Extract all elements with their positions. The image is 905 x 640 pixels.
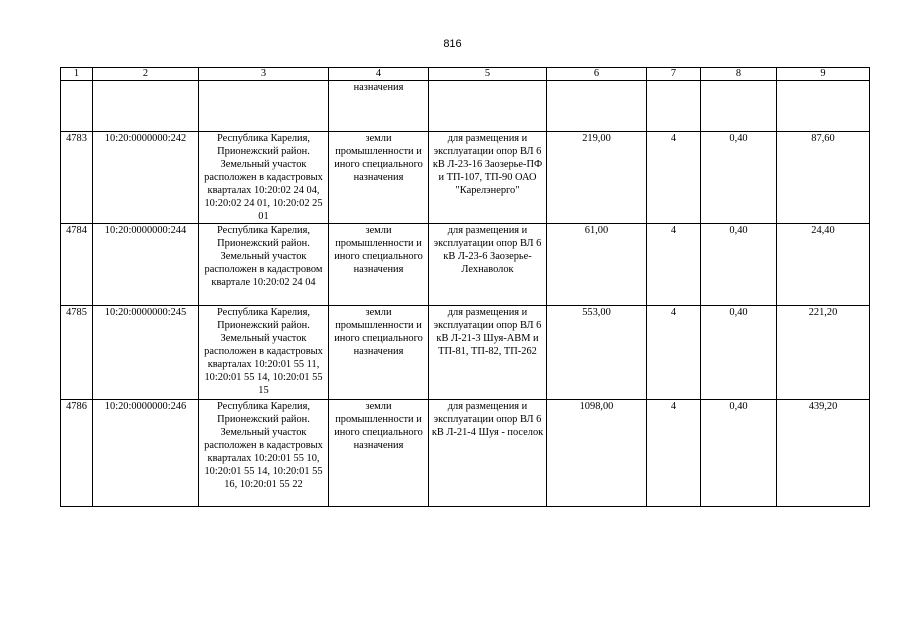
cell-location: Республика Карелия, Прионежский район. Земельный участок расположен в кадастровом квартале 10:20:02 24 04 — [199, 224, 329, 306]
column-header-4: 4 — [329, 68, 429, 81]
cell-empty — [199, 81, 329, 132]
cell-column-7: 4 — [647, 224, 701, 306]
table-row — [61, 224, 870, 306]
table-row-continuation — [61, 81, 870, 132]
cell-column-7: 4 — [647, 306, 701, 400]
cell-empty — [93, 81, 199, 132]
table-row — [61, 400, 870, 507]
land-register-table — [60, 67, 870, 507]
cell-land-category: земли промышленности и иного специального назначения — [329, 400, 429, 507]
cell-column-8: 0,40 — [701, 306, 777, 400]
cell-location: Республика Карелия, Прионежский район. Земельный участок расположен в кадастровых кварталах 10:20:01 55 11, 10:20:01 55 14, 10:20:01 55 15 — [199, 306, 329, 400]
column-header-2: 2 — [93, 68, 199, 81]
cell-column-8: 0,40 — [701, 400, 777, 507]
column-header-1: 1 — [61, 68, 93, 81]
cell-location: Республика Карелия, Прионежский район. Земельный участок расположен в кадастровых кварталах 10:20:01 55 10, 10:20:01 55 14, 10:20:01 55 16, 10:20:01 55 22 — [199, 400, 329, 507]
cell-empty — [777, 81, 870, 132]
cell-record-number: 4785 — [61, 306, 93, 400]
cell-permitted-use: для размещения и эксплуатации опор ВЛ 6 кВ Л-21-4 Шуя - поселок — [429, 400, 547, 507]
cell-record-number: 4786 — [61, 400, 93, 507]
cell-empty — [429, 81, 547, 132]
cell-permitted-use: для размещения и эксплуатации опор ВЛ 6 кВ Л-21-3 Шуя-АВМ и ТП-81, ТП-82, ТП-262 — [429, 306, 547, 400]
cell-column-7: 4 — [647, 132, 701, 224]
column-header-8: 8 — [701, 68, 777, 81]
cell-location: Республика Карелия, Прионежский район. Земельный участок расположен в кадастровых кварталах 10:20:02 24 04, 10:20:02 24 01, 10:20:02 25 01 — [199, 132, 329, 224]
cell-column-8: 0,40 — [701, 132, 777, 224]
table-row — [61, 132, 870, 224]
column-header-3: 3 — [199, 68, 329, 81]
column-header-7: 7 — [647, 68, 701, 81]
table-row — [61, 306, 870, 400]
cell-permitted-use: для размещения и эксплуатации опор ВЛ 6 кВ Л-23-6 Заозерье-Лехнаволок — [429, 224, 547, 306]
column-number-row — [61, 68, 870, 81]
cell-empty — [61, 81, 93, 132]
cell-cadastral-number: 10:20:0000000:244 — [93, 224, 199, 306]
cell-column-8: 0,40 — [701, 224, 777, 306]
cell-column-9: 221,20 — [777, 306, 870, 400]
page-number: 816 — [443, 38, 462, 50]
cell-empty — [547, 81, 647, 132]
cell-record-number: 4783 — [61, 132, 93, 224]
cell-land-category: земли промышленности и иного специального назначения — [329, 306, 429, 400]
cell-column-7: 4 — [647, 400, 701, 507]
cell-cadastral-number: 10:20:0000000:245 — [93, 306, 199, 400]
cell-column-9: 439,20 — [777, 400, 870, 507]
cell-area: 553,00 — [547, 306, 647, 400]
cell-cadastral-number: 10:20:0000000:246 — [93, 400, 199, 507]
cell-category-continuation: назначения — [329, 81, 429, 132]
cell-column-9: 87,60 — [777, 132, 870, 224]
column-header-5: 5 — [429, 68, 547, 81]
cell-land-category: земли промышленности и иного специального назначения — [329, 132, 429, 224]
cell-land-category: земли промышленности и иного специального назначения — [329, 224, 429, 306]
cell-empty — [701, 81, 777, 132]
column-header-9: 9 — [777, 68, 870, 81]
column-header-6: 6 — [547, 68, 647, 81]
cell-area: 219,00 — [547, 132, 647, 224]
cell-permitted-use: для размещения и эксплуатации опор ВЛ 6 кВ Л-23-16 Заозерье-ПФ и ТП-107, ТП-90 ОАО "Карелэнерго" — [429, 132, 547, 224]
cell-record-number: 4784 — [61, 224, 93, 306]
cell-cadastral-number: 10:20:0000000:242 — [93, 132, 199, 224]
cell-empty — [647, 81, 701, 132]
cell-area: 61,00 — [547, 224, 647, 306]
cell-column-9: 24,40 — [777, 224, 870, 306]
cell-area: 1098,00 — [547, 400, 647, 507]
